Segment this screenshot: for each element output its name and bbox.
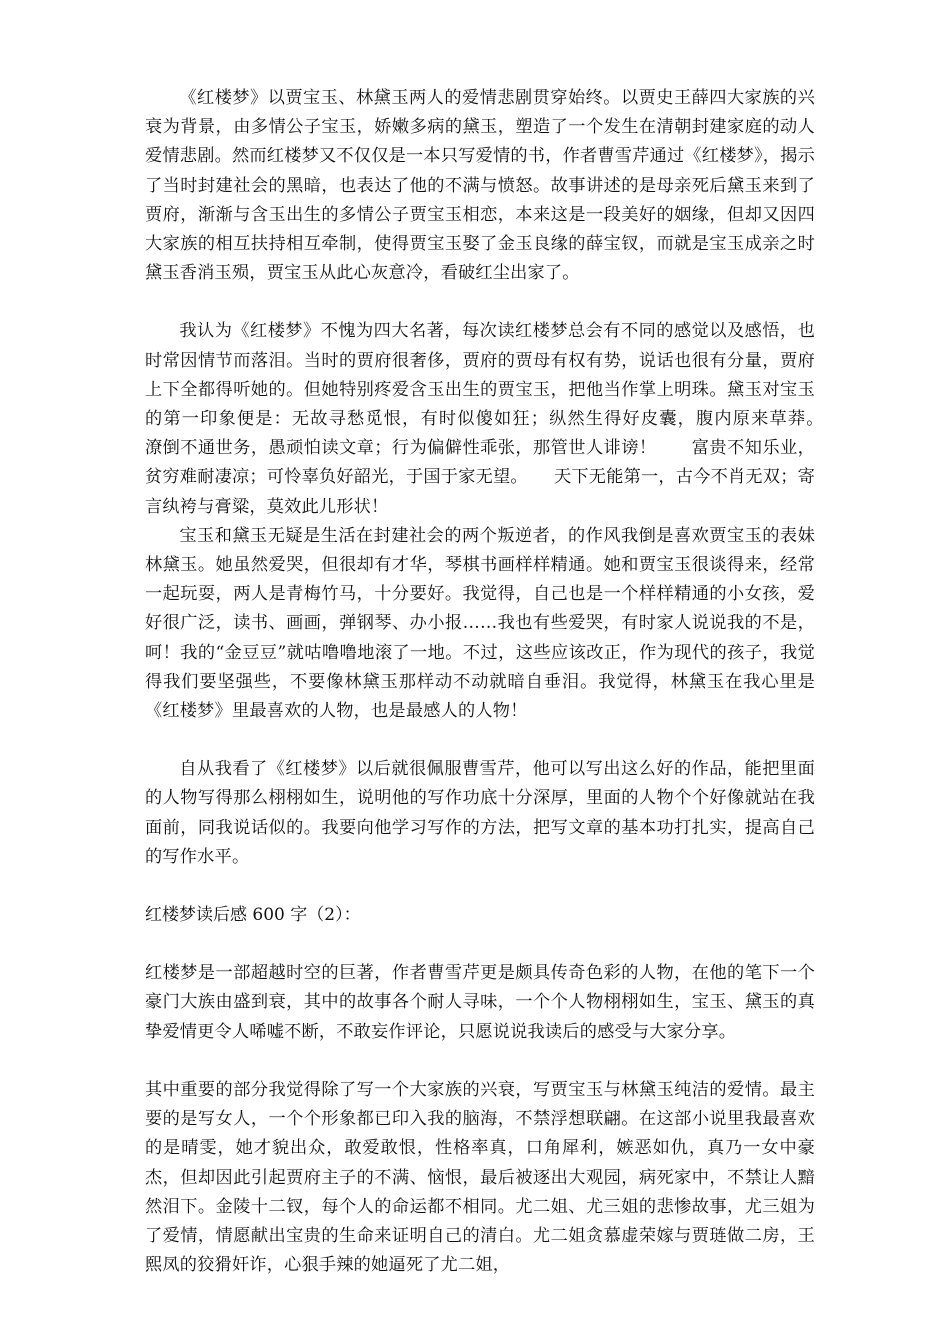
paragraph-summary: 《红楼梦》以贾宝玉、林黛玉两人的爱情悲剧贯穿始终。以贾史王薛四大家族的兴衰为背景，由多情公子宝玉，娇嫩多病的黛玉，塑造了一个发生在清朝封建家庭的动人爱情悲剧。然而红楼梦又不仅仅是一本只写爱情的书，作者曹雪芹通过《红楼梦》，揭示了当时封建社会的黑暗，也表达了他的不满与愤怒。故事讲述的是母亲死后黛玉来到了贾府，渐渐与含玉出生的多情公子贾宝玉相恋，本来这是一段美好的姻缘，但却又因四大家族的相互扶持相互牵制，使得贾宝玉娶了金玉良缘的薛宝钗，而就是宝玉成亲之时黛玉香消玉殒，贾宝玉从此心灰意冷，看破红尘出家了。	[145, 88, 815, 284]
paragraph-intro-2: 红楼梦是一部超越时空的巨著，作者曹雪芹更是颇具传奇色彩的人物，在他的笔下一个豪门大族由盛到衰，其中的故事各个耐人寻味，一个个人物栩栩如生，宝玉、黛玉的真挚爱情更令人唏嘘不断，不敢妄作评论，只愿说说我读后的感受与大家分享。	[145, 963, 815, 1042]
paragraph-gap	[145, 1047, 815, 1076]
paragraph-women: 其中重要的部分我觉得除了写一个大家族的兴衰，写贾宝玉与林黛玉纯洁的爱情。最主要的是写女人，一个个形象都已印入我的脑海，不禁浮想联翩。在这部小说里我最喜欢的是晴雯，她才貌出众，敢爱敢恨，性格率真，口角犀利，嫉恶如仇，真乃一女中豪杰，但却因此引起贾府主子的不满、恼恨，最后被逐出大观园，病死家中，不禁让人黯然泪下。金陵十二钗，每个人的命运都不相同。尤二姐、尤三姐的悲惨故事，尤三姐为了爱情，情愿献出宝贵的生命来证明自己的清白。尤二姐贪慕虚荣嫁与贾琏做二房，王熙凤的狡猾奸诈，心狠手辣的她逼死了尤二姐，	[145, 1079, 815, 1276]
paragraph-gap	[145, 930, 815, 959]
paragraph-impression: 我认为《红楼梦》不愧为四大名著，每次读红楼梦总会有不同的感觉以及感悟，也时常因情节而落泪。当时的贾府很奢侈，贾府的贾母有权有势，说话也很有分量，贾府上下全都得听她的。但她特别疼爱含玉出生的贾宝玉，把他当作掌上明珠。黛玉对宝玉的第一印象便是：无故寻愁觅恨，有时似傻如狂；纵然生得好皮囊，腹内原来草莽。 潦倒不通世务，愚顽怕读文章；行为偏僻性乖张，那管世人诽谤！ 富贵不知乐业，贫穷难耐凄凉；可怜辜负好韶光，于国于家无望。 天下无能第一，古今不肖无双；寄言纨袴与膏粱，莫效此儿形状！	[145, 321, 850, 517]
paragraph-gap	[145, 288, 815, 317]
paragraph-gap	[145, 872, 815, 901]
paragraph-gap	[145, 726, 815, 755]
paragraph-daiyu: 宝玉和黛玉无疑是生活在封建社会的两个叛逆者，的作风我倒是喜欢贾宝玉的表妹林黛玉。她虽然爱哭，但很却有才华，琴棋书画样样精通。她和贾宝玉很谈得来，经常一起玩耍，两人是青梅竹马，十分要好。我觉得，自己也是一个样样精通的小女孩，爱好很广泛，读书、画画，弹钢琴、办小报……我也有些爱哭，有时家人说说我的不是，呵！我的“金豆豆”就咕噜噜地滚了一地。不过，这些应该改正，作为现代的孩子，我觉得我们要坚强些，不要像林黛玉那样动不动就暗自垂泪。我觉得，林黛玉在我心里是《红楼梦》里最喜欢的人物，也是最感人的人物！	[145, 525, 815, 722]
paragraph-author: 自从我看了《红楼梦》以后就很佩服曹雪芹，他可以写出这么好的作品，能把里面的人物写得那么栩栩如生，说明他的写作功底十分深厚，里面的人物个个好像就站在我面前，同我说话似的。我要向他学习写作的方法，把写文章的基本功打扎实，提高自己的写作水平。	[145, 759, 815, 867]
section-heading: 红楼梦读后感 600 字（2）：	[145, 905, 361, 926]
document-page	[145, 84, 850, 1280]
